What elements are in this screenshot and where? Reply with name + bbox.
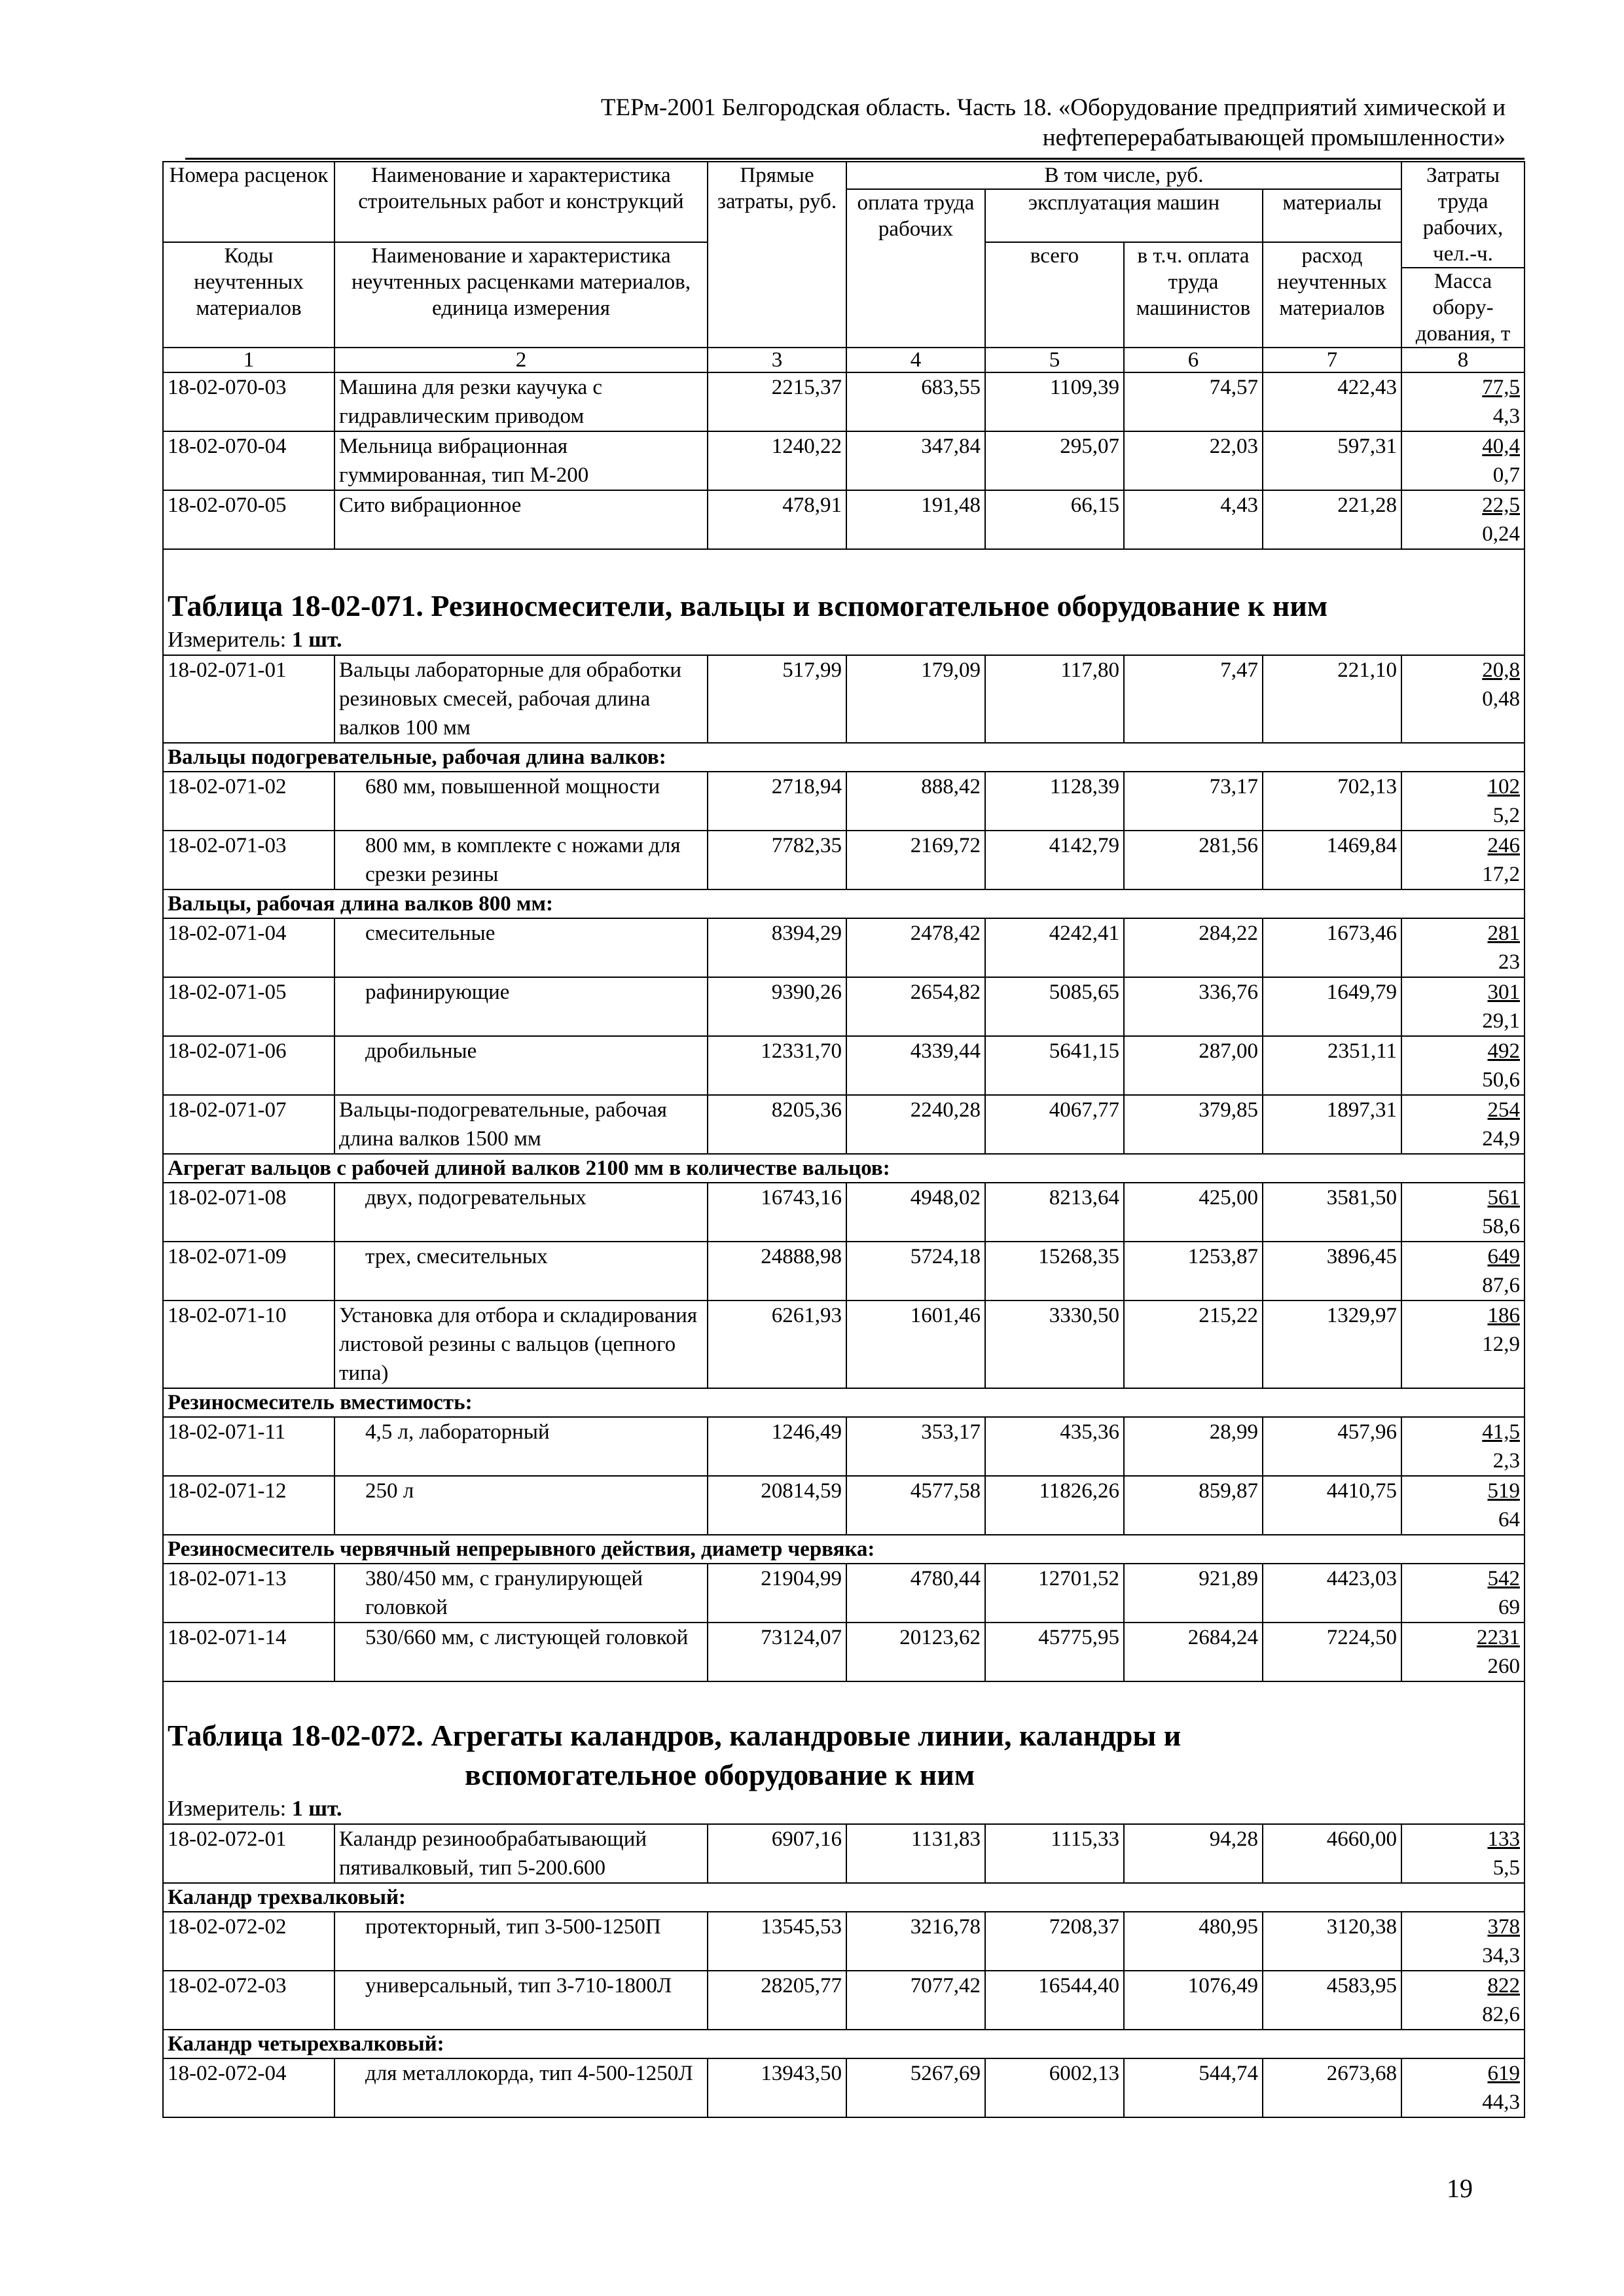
measure-row bbox=[163, 1795, 1525, 1824]
col-number: 2 bbox=[334, 348, 708, 372]
rate-code: 18-02-071-12 bbox=[163, 1476, 334, 1535]
table-title-row bbox=[163, 549, 1525, 626]
equipment-mass: 58,6 bbox=[1482, 1215, 1521, 1238]
labor-and-mass bbox=[1401, 1971, 1525, 2030]
measure-value: 1 шт. bbox=[291, 628, 342, 652]
operator-wages: 2684,24 bbox=[1124, 1623, 1263, 1681]
machines-total: 45775,95 bbox=[985, 1623, 1124, 1681]
table-row bbox=[163, 655, 1525, 743]
worker-wages: 683,55 bbox=[846, 372, 985, 431]
operator-wages: 859,87 bbox=[1124, 1476, 1263, 1535]
col-header-names: Наименование и характеристика строительных работ и конструкций bbox=[334, 162, 708, 242]
materials-cost: 3120,38 bbox=[1263, 1912, 1401, 1971]
direct-costs: 13943,50 bbox=[708, 2058, 846, 2117]
rate-code: 18-02-071-03 bbox=[163, 831, 334, 889]
header-line-1: ТЕРм-2001 Белгородская область. Часть 18. «Оборудование предприятий химической и bbox=[600, 94, 1506, 121]
worker-wages: 5267,69 bbox=[846, 2058, 985, 2117]
labor-and-mass bbox=[1401, 1564, 1525, 1623]
labor-hours: 246 bbox=[1487, 834, 1521, 857]
machines-total: 7208,37 bbox=[985, 1912, 1124, 1971]
worker-wages: 179,09 bbox=[846, 655, 985, 743]
col-header-material-codes: Коды неучтенных материалов bbox=[163, 242, 334, 348]
worker-wages: 7077,42 bbox=[846, 1971, 985, 2030]
materials-cost: 3581,50 bbox=[1263, 1183, 1401, 1242]
labor-hours: 301 bbox=[1487, 980, 1521, 1004]
col-header-machines-total: всего bbox=[985, 242, 1124, 348]
rate-code: 18-02-071-09 bbox=[163, 1242, 334, 1300]
direct-costs: 7782,35 bbox=[708, 831, 846, 889]
labor-and-mass bbox=[1401, 1036, 1525, 1095]
table-row bbox=[163, 1095, 1525, 1154]
machines-total: 16544,40 bbox=[985, 1971, 1124, 2030]
rate-name: Мельница вибрационная гуммированная, тип М-200 bbox=[334, 431, 708, 490]
materials-cost: 221,10 bbox=[1263, 655, 1401, 743]
labor-hours: 41,5 bbox=[1482, 1420, 1521, 1444]
machines-total: 1109,39 bbox=[985, 372, 1124, 431]
col-header-labor: Затраты труда рабочих, чел.-ч. bbox=[1401, 162, 1525, 268]
rate-name: протекторный, тип 3-500-1250П bbox=[334, 1912, 708, 1971]
labor-and-mass bbox=[1401, 977, 1525, 1036]
machines-total: 3330,50 bbox=[985, 1300, 1124, 1388]
operator-wages: 215,22 bbox=[1124, 1300, 1263, 1388]
direct-costs: 2718,94 bbox=[708, 772, 846, 831]
labor-and-mass bbox=[1401, 2058, 1525, 2117]
table-row bbox=[163, 1971, 1525, 2030]
group-heading-row bbox=[163, 743, 1525, 772]
col-number: 8 bbox=[1401, 348, 1525, 372]
col-number: 3 bbox=[708, 348, 846, 372]
operator-wages: 74,57 bbox=[1124, 372, 1263, 431]
rate-name: 800 мм, в комплекте с ножами для срезки резины bbox=[334, 831, 708, 889]
rates-table bbox=[162, 161, 1525, 2118]
labor-and-mass bbox=[1401, 772, 1525, 831]
labor-hours: 649 bbox=[1487, 1245, 1521, 1268]
labor-hours: 77,5 bbox=[1482, 376, 1521, 399]
table-title-row bbox=[163, 1681, 1525, 1755]
rate-name: Сито вибрационное bbox=[334, 490, 708, 549]
labor-and-mass bbox=[1401, 1824, 1525, 1883]
worker-wages: 5724,18 bbox=[846, 1242, 985, 1300]
machines-total: 66,15 bbox=[985, 490, 1124, 549]
rate-name: двух, подогревательных bbox=[334, 1183, 708, 1242]
equipment-mass: 29,1 bbox=[1482, 1009, 1521, 1033]
machines-total: 4142,79 bbox=[985, 831, 1124, 889]
col-header-codes: Номера расценок bbox=[163, 162, 334, 242]
rate-name: рафинирующие bbox=[334, 977, 708, 1036]
equipment-mass: 5,5 bbox=[1492, 1856, 1521, 1880]
equipment-mass: 82,6 bbox=[1482, 2003, 1521, 2026]
operator-wages: 281,56 bbox=[1124, 831, 1263, 889]
col-number: 7 bbox=[1263, 348, 1401, 372]
machines-total: 1128,39 bbox=[985, 772, 1124, 831]
table-row bbox=[163, 1300, 1525, 1388]
equipment-mass: 23 bbox=[1498, 950, 1521, 974]
col-header-machines: эксплуатация машин bbox=[985, 189, 1263, 242]
machines-total: 11826,26 bbox=[985, 1476, 1124, 1535]
labor-and-mass bbox=[1401, 918, 1525, 977]
col-header-material-names: Наименование и характеристика неучтенных расценками материалов, единица измерения bbox=[334, 242, 708, 348]
worker-wages: 3216,78 bbox=[846, 1912, 985, 1971]
table-title: Таблица 18-02-071. Резиносмесители, вальцы и вспомогательное оборудование к ним bbox=[163, 549, 1525, 626]
rate-code: 18-02-071-06 bbox=[163, 1036, 334, 1095]
running-header bbox=[458, 93, 1506, 153]
rate-code: 18-02-071-13 bbox=[163, 1564, 334, 1623]
machines-total: 435,36 bbox=[985, 1417, 1124, 1476]
machines-total: 15268,35 bbox=[985, 1242, 1124, 1300]
labor-and-mass bbox=[1401, 1623, 1525, 1681]
header-rule bbox=[185, 158, 1525, 160]
equipment-mass: 4,3 bbox=[1492, 404, 1521, 428]
machines-total: 4067,77 bbox=[985, 1095, 1124, 1154]
rate-code: 18-02-072-03 bbox=[163, 1971, 334, 2030]
operator-wages: 336,76 bbox=[1124, 977, 1263, 1036]
machines-total: 1115,33 bbox=[985, 1824, 1124, 1883]
header-row-1 bbox=[163, 162, 1525, 189]
rate-code: 18-02-070-04 bbox=[163, 431, 334, 490]
table-row bbox=[163, 2058, 1525, 2117]
table-title: вспомогательное оборудование к ним bbox=[163, 1755, 1525, 1795]
rate-name: Вальцы-подогревательные, рабочая длина валков 1500 мм bbox=[334, 1095, 708, 1154]
machines-total: 12701,52 bbox=[985, 1564, 1124, 1623]
materials-cost: 597,31 bbox=[1263, 431, 1401, 490]
labor-and-mass bbox=[1401, 431, 1525, 490]
labor-hours: 519 bbox=[1487, 1479, 1521, 1503]
equipment-mass: 0,48 bbox=[1482, 687, 1521, 711]
operator-wages: 544,74 bbox=[1124, 2058, 1263, 2117]
labor-hours: 102 bbox=[1487, 775, 1521, 798]
labor-hours: 20,8 bbox=[1482, 658, 1521, 682]
equipment-mass: 0,24 bbox=[1482, 522, 1521, 546]
direct-costs: 1246,49 bbox=[708, 1417, 846, 1476]
group-heading: Резиносмеситель вместимость: bbox=[163, 1388, 1525, 1417]
column-numbers-row bbox=[163, 348, 1525, 372]
labor-and-mass bbox=[1401, 1095, 1525, 1154]
table-row bbox=[163, 1417, 1525, 1476]
equipment-mass: 87,6 bbox=[1482, 1274, 1521, 1297]
operator-wages: 73,17 bbox=[1124, 772, 1263, 831]
direct-costs: 16743,16 bbox=[708, 1183, 846, 1242]
labor-and-mass bbox=[1401, 831, 1525, 889]
table-title: Таблица 18-02-072. Агрегаты каландров, каландровые линии, каландры и bbox=[163, 1681, 1525, 1755]
measure-unit bbox=[163, 626, 1525, 655]
materials-cost: 702,13 bbox=[1263, 772, 1401, 831]
equipment-mass: 2,3 bbox=[1492, 1449, 1521, 1473]
equipment-mass: 44,3 bbox=[1482, 2090, 1521, 2114]
direct-costs: 73124,07 bbox=[708, 1623, 846, 1681]
operator-wages: 1253,87 bbox=[1124, 1242, 1263, 1300]
table-title-row bbox=[163, 1755, 1525, 1795]
table-row bbox=[163, 772, 1525, 831]
labor-hours: 619 bbox=[1487, 2062, 1521, 2085]
labor-hours: 542 bbox=[1487, 1567, 1521, 1590]
labor-and-mass bbox=[1401, 1912, 1525, 1971]
group-heading-row bbox=[163, 889, 1525, 918]
group-heading-row bbox=[163, 1154, 1525, 1183]
group-heading: Каландр четырехвалковый: bbox=[163, 2030, 1525, 2058]
rate-code: 18-02-071-01 bbox=[163, 655, 334, 743]
materials-cost: 7224,50 bbox=[1263, 1623, 1401, 1681]
group-heading: Вальцы подогревательные, рабочая длина валков: bbox=[163, 743, 1525, 772]
group-heading: Агрегат вальцов с рабочей длиной валков 2100 мм в количестве вальцов: bbox=[163, 1154, 1525, 1183]
direct-costs: 8394,29 bbox=[708, 918, 846, 977]
rate-name: трех, смесительных bbox=[334, 1242, 708, 1300]
rate-name: 380/450 мм, с гранулирующей головкой bbox=[334, 1564, 708, 1623]
table-row bbox=[163, 1242, 1525, 1300]
machines-total: 5085,65 bbox=[985, 977, 1124, 1036]
rate-code: 18-02-072-02 bbox=[163, 1912, 334, 1971]
materials-cost: 4583,95 bbox=[1263, 1971, 1401, 2030]
labor-hours: 561 bbox=[1487, 1186, 1521, 1210]
rate-name: смесительные bbox=[334, 918, 708, 977]
operator-wages: 284,22 bbox=[1124, 918, 1263, 977]
group-heading: Вальцы, рабочая длина валков 800 мм: bbox=[163, 889, 1525, 918]
equipment-mass: 24,9 bbox=[1482, 1127, 1521, 1151]
rate-name: для металлокорда, тип 4-500-1250Л bbox=[334, 2058, 708, 2117]
equipment-mass: 50,6 bbox=[1482, 1068, 1521, 1092]
table-row bbox=[163, 831, 1525, 889]
labor-and-mass bbox=[1401, 1417, 1525, 1476]
labor-hours: 22,5 bbox=[1482, 493, 1521, 517]
labor-hours: 40,4 bbox=[1482, 435, 1521, 458]
operator-wages: 921,89 bbox=[1124, 1564, 1263, 1623]
worker-wages: 4948,02 bbox=[846, 1183, 985, 1242]
direct-costs: 8205,36 bbox=[708, 1095, 846, 1154]
rate-name: 4,5 л, лабораторный bbox=[334, 1417, 708, 1476]
operator-wages: 379,85 bbox=[1124, 1095, 1263, 1154]
col-header-operator-wages: в т.ч. оплата труда машинистов bbox=[1124, 242, 1263, 348]
equipment-mass: 69 bbox=[1498, 1596, 1521, 1619]
labor-and-mass bbox=[1401, 1242, 1525, 1300]
machines-total: 6002,13 bbox=[985, 2058, 1124, 2117]
labor-hours: 378 bbox=[1487, 1915, 1521, 1939]
table-row bbox=[163, 1476, 1525, 1535]
rate-code: 18-02-071-10 bbox=[163, 1300, 334, 1388]
equipment-mass: 5,2 bbox=[1492, 804, 1521, 827]
rate-name: Установка для отбора и складирования листовой резины с вальцов (цепного типа) bbox=[334, 1300, 708, 1388]
machines-total: 295,07 bbox=[985, 431, 1124, 490]
worker-wages: 191,48 bbox=[846, 490, 985, 549]
measure-label: Измеритель: bbox=[168, 628, 287, 652]
direct-costs: 9390,26 bbox=[708, 977, 846, 1036]
operator-wages: 28,99 bbox=[1124, 1417, 1263, 1476]
equipment-mass: 64 bbox=[1498, 1508, 1521, 1532]
direct-costs: 20814,59 bbox=[708, 1476, 846, 1535]
direct-costs: 1240,22 bbox=[708, 431, 846, 490]
materials-cost: 1897,31 bbox=[1263, 1095, 1401, 1154]
group-heading: Каландр трехвалковый: bbox=[163, 1883, 1525, 1912]
labor-and-mass bbox=[1401, 372, 1525, 431]
materials-cost: 422,43 bbox=[1263, 372, 1401, 431]
rate-code: 18-02-071-14 bbox=[163, 1623, 334, 1681]
direct-costs: 478,91 bbox=[708, 490, 846, 549]
labor-hours: 133 bbox=[1487, 1827, 1521, 1851]
table-row bbox=[163, 372, 1525, 431]
col-number: 4 bbox=[846, 348, 985, 372]
labor-hours: 254 bbox=[1487, 1098, 1521, 1122]
operator-wages: 94,28 bbox=[1124, 1824, 1263, 1883]
direct-costs: 517,99 bbox=[708, 655, 846, 743]
worker-wages: 2169,72 bbox=[846, 831, 985, 889]
labor-and-mass bbox=[1401, 1183, 1525, 1242]
direct-costs: 6261,93 bbox=[708, 1300, 846, 1388]
materials-cost: 1329,97 bbox=[1263, 1300, 1401, 1388]
worker-wages: 1601,46 bbox=[846, 1300, 985, 1388]
group-heading: Резиносмеситель червячный непрерывного действия, диаметр червяка: bbox=[163, 1535, 1525, 1564]
machines-total: 5641,15 bbox=[985, 1036, 1124, 1095]
labor-and-mass bbox=[1401, 1476, 1525, 1535]
rate-code: 18-02-071-05 bbox=[163, 977, 334, 1036]
materials-cost: 1649,79 bbox=[1263, 977, 1401, 1036]
direct-costs: 13545,53 bbox=[708, 1912, 846, 1971]
col-number: 5 bbox=[985, 348, 1124, 372]
materials-cost: 2673,68 bbox=[1263, 2058, 1401, 2117]
col-header-wages: оплата труда рабочих bbox=[846, 189, 985, 348]
worker-wages: 888,42 bbox=[846, 772, 985, 831]
machines-total: 117,80 bbox=[985, 655, 1124, 743]
table-row bbox=[163, 1564, 1525, 1623]
equipment-mass: 17,2 bbox=[1482, 863, 1521, 886]
worker-wages: 4780,44 bbox=[846, 1564, 985, 1623]
worker-wages: 4577,58 bbox=[846, 1476, 985, 1535]
rate-name: универсальный, тип 3-710-1800Л bbox=[334, 1971, 708, 2030]
labor-hours: 186 bbox=[1487, 1304, 1521, 1327]
table-row bbox=[163, 1623, 1525, 1681]
rate-code: 18-02-071-11 bbox=[163, 1417, 334, 1476]
col-number: 6 bbox=[1124, 348, 1263, 372]
group-heading-row bbox=[163, 1883, 1525, 1912]
direct-costs: 2215,37 bbox=[708, 372, 846, 431]
worker-wages: 347,84 bbox=[846, 431, 985, 490]
worker-wages: 2240,28 bbox=[846, 1095, 985, 1154]
table-row bbox=[163, 431, 1525, 490]
group-heading-row bbox=[163, 1535, 1525, 1564]
group-heading-row bbox=[163, 2030, 1525, 2058]
rate-name: Каландр резинообрабатывающий пятивалковый, тип 5-200.600 bbox=[334, 1824, 708, 1883]
col-header-material-usage: расход неучтенных материалов bbox=[1263, 242, 1401, 348]
operator-wages: 287,00 bbox=[1124, 1036, 1263, 1095]
labor-and-mass bbox=[1401, 1300, 1525, 1388]
rate-name: 250 л bbox=[334, 1476, 708, 1535]
col-number: 1 bbox=[163, 348, 334, 372]
operator-wages: 1076,49 bbox=[1124, 1971, 1263, 2030]
operator-wages: 22,03 bbox=[1124, 431, 1263, 490]
operator-wages: 7,47 bbox=[1124, 655, 1263, 743]
rate-code: 18-02-071-02 bbox=[163, 772, 334, 831]
col-header-materials: материалы bbox=[1263, 189, 1401, 242]
worker-wages: 353,17 bbox=[846, 1417, 985, 1476]
measure-value: 1 шт. bbox=[291, 1797, 342, 1821]
materials-cost: 221,28 bbox=[1263, 490, 1401, 549]
table-row bbox=[163, 490, 1525, 549]
rate-name: Вальцы лабораторные для обработки резиновых смесей, рабочая длина валков 100 мм bbox=[334, 655, 708, 743]
materials-cost: 4423,03 bbox=[1263, 1564, 1401, 1623]
materials-cost: 3896,45 bbox=[1263, 1242, 1401, 1300]
measure-label: Измеритель: bbox=[168, 1797, 287, 1821]
direct-costs: 24888,98 bbox=[708, 1242, 846, 1300]
measure-unit bbox=[163, 1795, 1525, 1824]
table-row bbox=[163, 1183, 1525, 1242]
rate-code: 18-02-071-07 bbox=[163, 1095, 334, 1154]
table-row bbox=[163, 1036, 1525, 1095]
header-line-2: нефтеперерабатывающей промышленности» bbox=[1042, 124, 1506, 151]
labor-hours: 822 bbox=[1487, 1974, 1521, 1998]
rate-name: дробильные bbox=[334, 1036, 708, 1095]
table-row bbox=[163, 977, 1525, 1036]
rate-code: 18-02-071-04 bbox=[163, 918, 334, 977]
table-row bbox=[163, 1824, 1525, 1883]
rate-name: 530/660 мм, с листующей головкой bbox=[334, 1623, 708, 1681]
rate-code: 18-02-070-05 bbox=[163, 490, 334, 549]
rate-code: 18-02-072-04 bbox=[163, 2058, 334, 2117]
col-header-mass: Масса обору-дования, т bbox=[1401, 268, 1525, 348]
labor-hours: 2231 bbox=[1477, 1626, 1521, 1649]
direct-costs: 28205,77 bbox=[708, 1971, 846, 2030]
direct-costs: 6907,16 bbox=[708, 1824, 846, 1883]
operator-wages: 425,00 bbox=[1124, 1183, 1263, 1242]
machines-total: 4242,41 bbox=[985, 918, 1124, 977]
rate-code: 18-02-071-08 bbox=[163, 1183, 334, 1242]
rate-name: Машина для резки каучука с гидравлическим приводом bbox=[334, 372, 708, 431]
page-number: 19 bbox=[1447, 2174, 1473, 2203]
worker-wages: 20123,62 bbox=[846, 1623, 985, 1681]
materials-cost: 1469,84 bbox=[1263, 831, 1401, 889]
materials-cost: 457,96 bbox=[1263, 1417, 1401, 1476]
machines-total: 8213,64 bbox=[985, 1183, 1124, 1242]
materials-cost: 4660,00 bbox=[1263, 1824, 1401, 1883]
worker-wages: 4339,44 bbox=[846, 1036, 985, 1095]
group-heading-row bbox=[163, 1388, 1525, 1417]
worker-wages: 2654,82 bbox=[846, 977, 985, 1036]
operator-wages: 480,95 bbox=[1124, 1912, 1263, 1971]
equipment-mass: 0,7 bbox=[1492, 463, 1521, 487]
labor-hours: 281 bbox=[1487, 922, 1521, 945]
operator-wages: 4,43 bbox=[1124, 490, 1263, 549]
labor-and-mass bbox=[1401, 655, 1525, 743]
rate-name: 680 мм, повышенной мощности bbox=[334, 772, 708, 831]
labor-and-mass bbox=[1401, 490, 1525, 549]
rate-code: 18-02-072-01 bbox=[163, 1824, 334, 1883]
table-row bbox=[163, 1912, 1525, 1971]
labor-hours: 492 bbox=[1487, 1039, 1521, 1063]
table-row bbox=[163, 918, 1525, 977]
worker-wages: 2478,42 bbox=[846, 918, 985, 977]
materials-cost: 2351,11 bbox=[1263, 1036, 1401, 1095]
col-header-including: В том числе, руб. bbox=[846, 162, 1401, 189]
equipment-mass: 34,3 bbox=[1482, 1944, 1521, 1967]
equipment-mass: 260 bbox=[1487, 1655, 1521, 1678]
rate-code: 18-02-070-03 bbox=[163, 372, 334, 431]
direct-costs: 12331,70 bbox=[708, 1036, 846, 1095]
materials-cost: 1673,46 bbox=[1263, 918, 1401, 977]
worker-wages: 1131,83 bbox=[846, 1824, 985, 1883]
measure-row bbox=[163, 626, 1525, 655]
equipment-mass: 12,9 bbox=[1482, 1333, 1521, 1356]
col-header-direct-costs: Прямые затраты, руб. bbox=[708, 162, 846, 348]
materials-cost: 4410,75 bbox=[1263, 1476, 1401, 1535]
direct-costs: 21904,99 bbox=[708, 1564, 846, 1623]
